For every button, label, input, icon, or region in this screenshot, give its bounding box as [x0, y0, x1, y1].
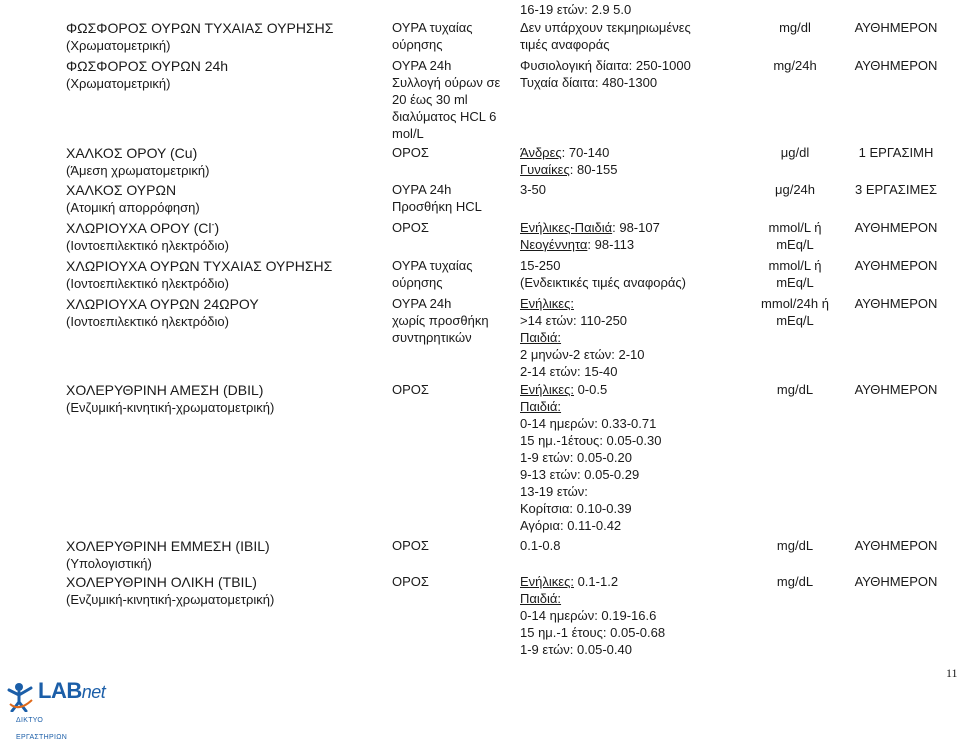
test-name: ΧΑΛΚΟΣ ΟΥΡΩΝ — [66, 182, 177, 198]
sample-type: ΟΥΡΑ τυχαίας — [392, 258, 473, 273]
sample-type: Προσθήκη HCL — [392, 199, 482, 214]
sample-type: ΟΥΡΑ 24h — [392, 296, 452, 311]
turnaround: 1 ΕΡΓΑΣΙΜΗ — [858, 145, 934, 160]
sample-type: ΟΡΟΣ — [392, 538, 429, 553]
turnaround: ΑΥΘΗΜΕΡΟΝ — [854, 20, 938, 35]
sample-type: διαλύματος HCL 6 — [392, 109, 497, 124]
sample-type: 20 έως 30 ml — [392, 92, 468, 107]
test-method: (Υπολογιστική) — [66, 556, 152, 571]
unit: mmol/L ή — [768, 220, 822, 235]
sample-type: mol/L — [392, 126, 424, 141]
sample-type: ΟΡΟΣ — [392, 145, 429, 160]
turnaround: 3 ΕΡΓΑΣΙΜΕΣ — [854, 182, 937, 197]
reference-value: 1-9 ετών: 0.05-0.40 — [520, 642, 632, 657]
turnaround: ΑΥΘΗΜΕΡΟΝ — [854, 382, 938, 397]
test-method: (Ιοντοεπιλεκτικό ηλεκτρόδιο) — [66, 276, 229, 291]
reference-value: Ενήλικες: 0-0.5 — [520, 382, 608, 397]
test-name: ΦΩΣΦΟΡΟΣ ΟΥΡΩΝ 24h — [66, 58, 229, 74]
turnaround: ΑΥΘΗΜΕΡΟΝ — [854, 574, 938, 589]
test-method: (Άμεση χρωματομετρική) — [66, 163, 210, 178]
sample-type: ΟΡΟΣ — [392, 382, 429, 397]
reference-value: >14 ετών: 110-250 — [520, 313, 628, 328]
test-name: ΧΟΛΕΡΥΘΡΙΝΗ ΑΜΕΣΗ (DBIL) — [66, 382, 264, 398]
unit: mmol/L ή — [768, 258, 822, 273]
test-name: ΧΑΛΚΟΣ ΟΡΟΥ (Cu) — [66, 145, 198, 161]
reference-value: 15 ημ.-1έτους: 0.05-0.30 — [520, 433, 662, 448]
reference-value: Κορίτσια: 0.10-0.39 — [520, 501, 632, 516]
reference-value: τιμές αναφοράς — [520, 37, 610, 52]
reference-value: Παιδιά: — [520, 330, 562, 345]
reference-value: Τυχαία δίαιτα: 480-1300 — [520, 75, 658, 90]
reference-value: Δεν υπάρχουν τεκμηριωμένες — [520, 20, 691, 35]
unit: mmol/24h ή — [761, 296, 829, 311]
reference-value: 13-19 ετών: — [520, 484, 588, 499]
logo-brand: LABnet — [38, 678, 106, 703]
turnaround: ΑΥΘΗΜΕΡΟΝ — [854, 220, 938, 235]
reference-value: Ενήλικες: — [520, 296, 574, 311]
turnaround: ΑΥΘΗΜΕΡΟΝ — [854, 58, 938, 73]
test-method: (Χρωματομετρική) — [66, 76, 171, 91]
test-name: ΧΟΛΕΡΥΘΡΙΝΗ ΕΜΜΕΣΗ (IBIL) — [66, 538, 270, 554]
unit: μg/24h — [774, 182, 816, 197]
test-name: ΧΛΩΡΙΟΥΧΑ ΟΥΡΩΝ 24ΩΡΟΥ — [66, 296, 259, 312]
reference-value: Παιδιά: — [520, 399, 562, 414]
unit: mg/dL — [776, 574, 814, 589]
reference-value: 3-50 — [520, 182, 547, 197]
reference-value: 2 μηνών-2 ετών: 2-10 — [520, 347, 645, 362]
labnet-logo — [4, 678, 106, 741]
reference-value: 15-250 — [520, 258, 561, 273]
unit: mEq/L — [776, 275, 814, 290]
test-method: (Ιοντοεπιλεκτικό ηλεκτρόδιο) — [66, 238, 229, 253]
page-number: 11 — [946, 666, 958, 680]
turnaround: ΑΥΘΗΜΕΡΟΝ — [854, 538, 938, 553]
test-method: (Ενζυμική-κινητική-χρωματομετρική) — [66, 592, 275, 607]
test-method: (Ατομική απορρόφηση) — [66, 200, 200, 215]
sample-type: ΟΡΟΣ — [392, 220, 429, 235]
reference-value: 0-14 ημερών: 0.19-16.6 — [520, 608, 657, 623]
unit: mEq/L — [776, 313, 814, 328]
turnaround: ΑΥΘΗΜΕΡΟΝ — [854, 258, 938, 273]
labnet-figure-icon — [4, 682, 38, 712]
reference-value: Αγόρια: 0.11-0.42 — [520, 518, 622, 533]
sample-type: χωρίς προσθήκη — [392, 313, 489, 328]
reference-value: 1-9 ετών: 0.05-0.20 — [520, 450, 632, 465]
unit: mg/24h — [773, 58, 817, 73]
sample-type: ούρησης — [392, 275, 443, 290]
test-name: ΧΟΛΕΡΥΘΡΙΝΗ ΟΛΙΚΗ (TBIL) — [66, 574, 257, 590]
reference-value: 2-14 ετών: 15-40 — [520, 364, 618, 379]
test-method: (Χρωματομετρική) — [66, 38, 171, 53]
reference-value: 15 ημ.-1 έτους: 0.05-0.68 — [520, 625, 666, 640]
unit: mg/dL — [776, 382, 814, 397]
reference-above: 16-19 ετών: 2.9 5.0 — [520, 2, 632, 17]
reference-value: Φυσιολογική δίαιτα: 250-1000 — [520, 58, 691, 73]
sample-type: ΟΥΡΑ 24h — [392, 58, 452, 73]
reference-value: Νεογέννητα: 98-113 — [520, 237, 635, 252]
reference-value: 9-13 ετών: 0.05-0.29 — [520, 467, 640, 482]
unit: mEq/L — [776, 237, 814, 252]
test-method: (Ενζυμική-κινητική-χρωματομετρική) — [66, 400, 275, 415]
reference-value: Παιδιά: — [520, 591, 562, 606]
reference-value: Άνδρες: 70-140 — [520, 145, 610, 160]
test-name: ΧΛΩΡΙΟΥΧΑ ΟΡΟΥ (Cl-) — [66, 219, 220, 236]
sample-type: ΟΡΟΣ — [392, 574, 429, 589]
sample-type: ούρησης — [392, 37, 443, 52]
reference-value: Ενήλικες: 0.1-1.2 — [520, 574, 619, 589]
unit: μg/dl — [780, 145, 810, 160]
reference-value: Ενήλικες-Παιδιά: 98-107 — [520, 220, 660, 235]
sample-type: συντηρητικών — [392, 330, 472, 345]
test-name: ΧΛΩΡΙΟΥΧΑ ΟΥΡΩΝ ΤΥΧΑΙΑΣ ΟΥΡΗΣΗΣ — [66, 258, 333, 274]
reference-value: Γυναίκες: 80-155 — [520, 162, 618, 177]
sample-type: Συλλογή ούρων σε — [392, 75, 501, 90]
sample-type: ΟΥΡΑ τυχαίας — [392, 20, 473, 35]
logo-tagline: ΔΙΚΤΥΟ ΕΡΓΑΣΤΗΡΙΩΝ — [16, 717, 68, 741]
unit: mg/dL — [776, 538, 814, 553]
turnaround: ΑΥΘΗΜΕΡΟΝ — [854, 296, 938, 311]
reference-value: (Ενδεικτικές τιμές αναφοράς) — [520, 275, 686, 290]
reference-value: 0.1-0.8 — [520, 538, 561, 553]
sample-type: ΟΥΡΑ 24h — [392, 182, 452, 197]
test-method: (Ιοντοεπιλεκτικό ηλεκτρόδιο) — [66, 314, 229, 329]
test-name: ΦΩΣΦΟΡΟΣ ΟΥΡΩΝ ΤΥΧΑΙΑΣ ΟΥΡΗΣΗΣ — [66, 20, 334, 36]
reference-value: 0-14 ημερών: 0.33-0.71 — [520, 416, 657, 431]
unit: mg/dl — [779, 20, 811, 35]
